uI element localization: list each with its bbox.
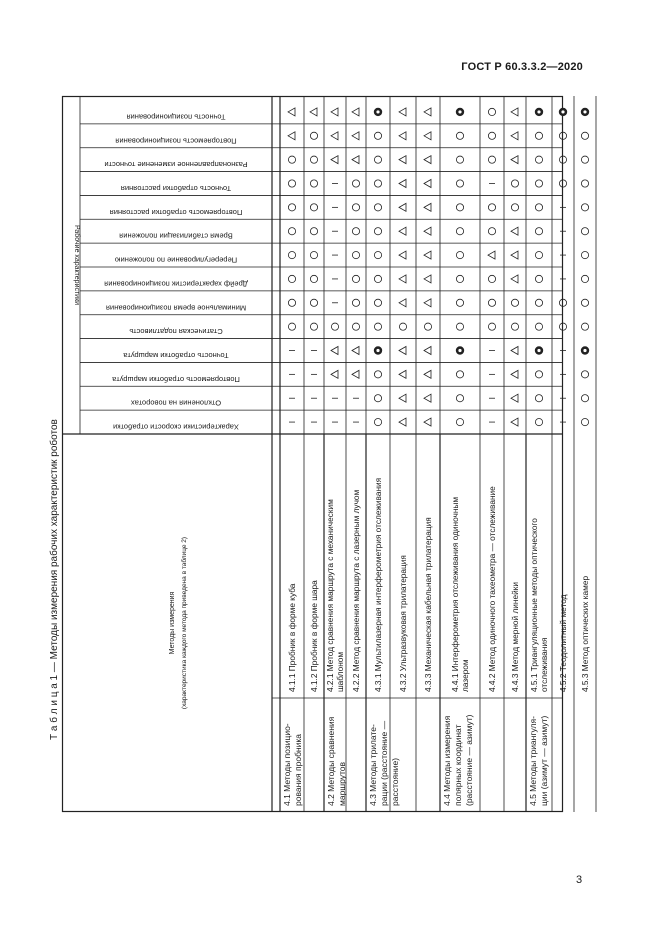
flower-center-icon (376, 110, 379, 113)
triangle-icon (424, 251, 431, 259)
characteristic-label-8: Дрейф характеристик позиционирования (104, 279, 248, 289)
method-label-4: 4.2.2 Метод сравнения маршрута с лазерным лучом (351, 489, 361, 692)
triangle-icon (399, 156, 406, 164)
circle-icon (310, 180, 317, 187)
triangle-icon (331, 370, 338, 378)
circle-icon (488, 108, 495, 115)
circle-icon (310, 204, 317, 211)
circle-icon (535, 299, 542, 306)
circle-icon (535, 275, 542, 282)
group-label-1: рования пробника (293, 733, 303, 806)
circle-icon (535, 371, 542, 378)
methods-header: Методы измерения (169, 591, 176, 655)
circle-icon (352, 204, 359, 211)
circle-icon (374, 156, 381, 163)
circle-icon (535, 228, 542, 235)
triangle-icon (424, 108, 431, 116)
circle-icon (374, 204, 381, 211)
circle-icon (352, 299, 359, 306)
triangle-icon (331, 156, 338, 164)
group-label-1: 4.1 Методы позицио- (282, 723, 292, 806)
circle-icon (374, 395, 381, 402)
characteristic-label-10: Статическая податливость (129, 327, 223, 337)
circle-icon (456, 156, 463, 163)
triangle-icon (424, 132, 431, 140)
characteristic-label-14: Характеристики скорости отработки (113, 422, 239, 432)
group-label-5: 4.5 Методы триангуля- (528, 716, 538, 806)
group-label-3: 4.3 Методы трилате- (368, 724, 378, 806)
group-label-3: расстояние) (390, 757, 400, 806)
circle-icon (511, 180, 518, 187)
circle-icon (456, 371, 463, 378)
circle-icon (488, 204, 495, 211)
triangle-icon (352, 132, 359, 140)
circle-icon (288, 323, 295, 330)
method-label-11: 4.5.1 Триангуляционные методы оптического (529, 518, 539, 692)
triangle-icon (511, 227, 518, 235)
triangle-icon (399, 347, 406, 355)
triangle-icon (399, 251, 406, 259)
method-label-9: 4.4.2 Метод одиночного тахеометра — отслеживание (487, 486, 497, 692)
characteristic-label-13: Отклонения на поворотах (130, 398, 222, 408)
triangle-icon (424, 203, 431, 211)
characteristic-label-1: Точность позиционирования (126, 112, 226, 122)
triangle-icon (352, 108, 359, 116)
circle-icon (456, 418, 463, 425)
circle-icon (488, 132, 495, 139)
circle-icon (535, 156, 542, 163)
characteristic-label-7: Перерегулирование по положению (114, 255, 238, 265)
method-label-7: 4.3.3 Механическая кабельная трилатерация (423, 517, 433, 692)
flower-center-icon (458, 110, 461, 113)
triangle-icon (424, 156, 431, 164)
circle-icon (581, 299, 588, 306)
circle-icon (352, 251, 359, 258)
triangle-icon (399, 203, 406, 211)
characteristic-label-11: Точность отработки маршрута (123, 351, 229, 360)
flower-center-icon (583, 349, 586, 352)
triangle-icon (399, 394, 406, 402)
circle-icon (456, 395, 463, 402)
triangle-icon (288, 132, 295, 140)
triangle-icon (424, 275, 431, 283)
method-label-12: 4.5.2 Теодолитный метод (558, 594, 568, 692)
characteristic-label-12: Повторяемость отработки маршрута (112, 374, 240, 384)
characteristic-label-5: Повторяемость отработки расстояния (109, 207, 243, 217)
circle-icon (535, 180, 542, 187)
method-label-1: 4.1.1 Пробник в форме куба (287, 583, 297, 692)
circle-icon (581, 275, 588, 282)
group-label-2: 4.2 Методы сравнения (326, 716, 336, 806)
page-number: 3 (576, 874, 583, 886)
circle-icon (352, 275, 359, 282)
circle-icon (581, 251, 588, 258)
triangle-icon (424, 347, 431, 355)
methods-subheader: (характеристика каждого метода приведена в таблице 2) (181, 536, 188, 710)
group-label-4: (расстояние — азимут) (464, 714, 474, 806)
circle-icon (581, 180, 588, 187)
triangle-icon (511, 347, 518, 355)
table-svg (62, 96, 590, 812)
circle-icon (352, 228, 359, 235)
circle-icon (535, 395, 542, 402)
circle-icon (310, 228, 317, 235)
table-caption: Т а б л и ц а 1 — Методы измерения рабочих характеристик роботов (49, 419, 60, 740)
circle-icon (511, 323, 518, 330)
flower-center-icon (537, 349, 540, 352)
circle-icon (535, 323, 542, 330)
circle-icon (374, 275, 381, 282)
triangle-icon (424, 370, 431, 378)
flower-center-icon (583, 110, 586, 113)
circle-icon (352, 323, 359, 330)
circle-icon (456, 323, 463, 330)
circle-icon (310, 275, 317, 282)
method-label-10: 4.4.3 Метод мерной линейки (510, 581, 520, 692)
flower-center-icon (458, 349, 461, 352)
triangle-icon (399, 299, 406, 307)
group-label-4: 4.4 Методы измерения (442, 715, 452, 806)
circle-icon (488, 228, 495, 235)
circle-icon (488, 299, 495, 306)
circle-icon (581, 156, 588, 163)
circle-icon (456, 204, 463, 211)
triangle-icon (399, 180, 406, 188)
triangle-icon (424, 299, 431, 307)
group-label-5: ции (азимут — азимут) (539, 715, 549, 806)
triangle-icon (399, 132, 406, 140)
triangle-icon (399, 227, 406, 235)
circle-icon (488, 275, 495, 282)
circle-icon (310, 156, 317, 163)
circle-icon (456, 251, 463, 258)
method-label-3: 4.2.1 Метод сравнения маршрута с механическим (325, 499, 335, 692)
triangle-icon (310, 108, 317, 116)
triangle-icon (399, 275, 406, 283)
triangle-icon (511, 156, 518, 164)
circle-icon (535, 132, 542, 139)
triangle-icon (511, 418, 518, 426)
circle-icon (288, 251, 295, 258)
circle-icon (374, 371, 381, 378)
circle-icon (456, 299, 463, 306)
triangle-icon (424, 418, 431, 426)
characteristic-label-4: Точность отработки расстояния (120, 184, 232, 193)
circle-icon (424, 323, 431, 330)
circle-icon (288, 275, 295, 282)
circle-icon (374, 132, 381, 139)
group-label-4: полярных координат (453, 724, 463, 806)
circle-icon (488, 323, 495, 330)
characteristic-label-6: Время стабилизации положения (119, 231, 233, 241)
triangle-icon (511, 251, 518, 259)
characteristic-label-9: Минимальное время позиционирования (105, 303, 247, 313)
circle-icon (488, 156, 495, 163)
group-label-2: маршрутов (337, 761, 347, 806)
characteristic-label-3: Разнонаправленное изменение точности (104, 160, 248, 170)
circle-icon (581, 204, 588, 211)
triangle-icon (399, 370, 406, 378)
triangle-icon (424, 180, 431, 188)
circle-icon (511, 299, 518, 306)
method-label-8: 4.4.1 Интерферометрия отслеживания одиночным (450, 496, 460, 692)
method-label-5: 4.3.1 Мультилазерная интерферометрия отслеживания (373, 477, 383, 692)
circle-icon (399, 323, 406, 330)
triangle-icon (511, 132, 518, 140)
circle-icon (374, 251, 381, 258)
circle-icon (310, 299, 317, 306)
triangle-icon (331, 132, 338, 140)
circle-icon (456, 228, 463, 235)
circle-icon (535, 204, 542, 211)
triangle-icon (424, 227, 431, 235)
triangle-icon (352, 347, 359, 355)
circle-icon (581, 228, 588, 235)
triangle-icon (511, 108, 518, 116)
circle-icon (535, 251, 542, 258)
circle-icon (374, 228, 381, 235)
triangle-icon (488, 251, 495, 259)
triangle-icon (399, 418, 406, 426)
circle-icon (352, 180, 359, 187)
triangle-icon (288, 108, 295, 116)
flower-center-icon (537, 110, 540, 113)
triangle-icon (399, 108, 406, 116)
method-label-8: лазером (460, 659, 470, 692)
triangle-icon (511, 394, 518, 402)
circle-icon (288, 204, 295, 211)
circle-icon (310, 323, 317, 330)
standard-header: ГОСТ Р 60.3.3.2—2020 (461, 61, 583, 73)
method-label-6: 4.3.2 Ультразвуковая трилатерация (398, 555, 408, 692)
triangle-icon (511, 275, 518, 283)
method-label-13: 4.5.3 Метод оптических камер (580, 575, 590, 692)
characteristic-label-2: Повторяемость позиционирования (115, 136, 237, 146)
measurement-methods-table (62, 96, 590, 812)
circle-icon (310, 132, 317, 139)
triangle-icon (352, 156, 359, 164)
flower-center-icon (376, 349, 379, 352)
circle-icon (288, 156, 295, 163)
triangle-icon (511, 370, 518, 378)
triangle-icon (352, 370, 359, 378)
circle-icon (581, 418, 588, 425)
circle-icon (456, 275, 463, 282)
method-label-2: 4.1.2 Пробник в форме шара (309, 580, 319, 692)
circle-icon (374, 418, 381, 425)
circle-icon (581, 132, 588, 139)
characteristics-header: Рабочие характеристики (73, 224, 80, 306)
circle-icon (374, 299, 381, 306)
group-label-3: рации (расстояние — (379, 720, 389, 806)
circle-icon (288, 180, 295, 187)
circle-icon (288, 299, 295, 306)
circle-icon (288, 228, 295, 235)
method-label-11: отслеживания (539, 637, 549, 692)
circle-icon (581, 395, 588, 402)
triangle-icon (331, 347, 338, 355)
circle-icon (374, 180, 381, 187)
circle-icon (456, 180, 463, 187)
circle-icon (511, 204, 518, 211)
triangle-icon (424, 394, 431, 402)
method-label-3: шаблоном (335, 651, 345, 692)
circle-icon (581, 323, 588, 330)
circle-icon (331, 323, 338, 330)
circle-icon (374, 323, 381, 330)
circle-icon (535, 418, 542, 425)
circle-icon (310, 251, 317, 258)
circle-icon (456, 132, 463, 139)
circle-icon (581, 371, 588, 378)
flower-center-icon (561, 110, 564, 113)
triangle-icon (331, 108, 338, 116)
